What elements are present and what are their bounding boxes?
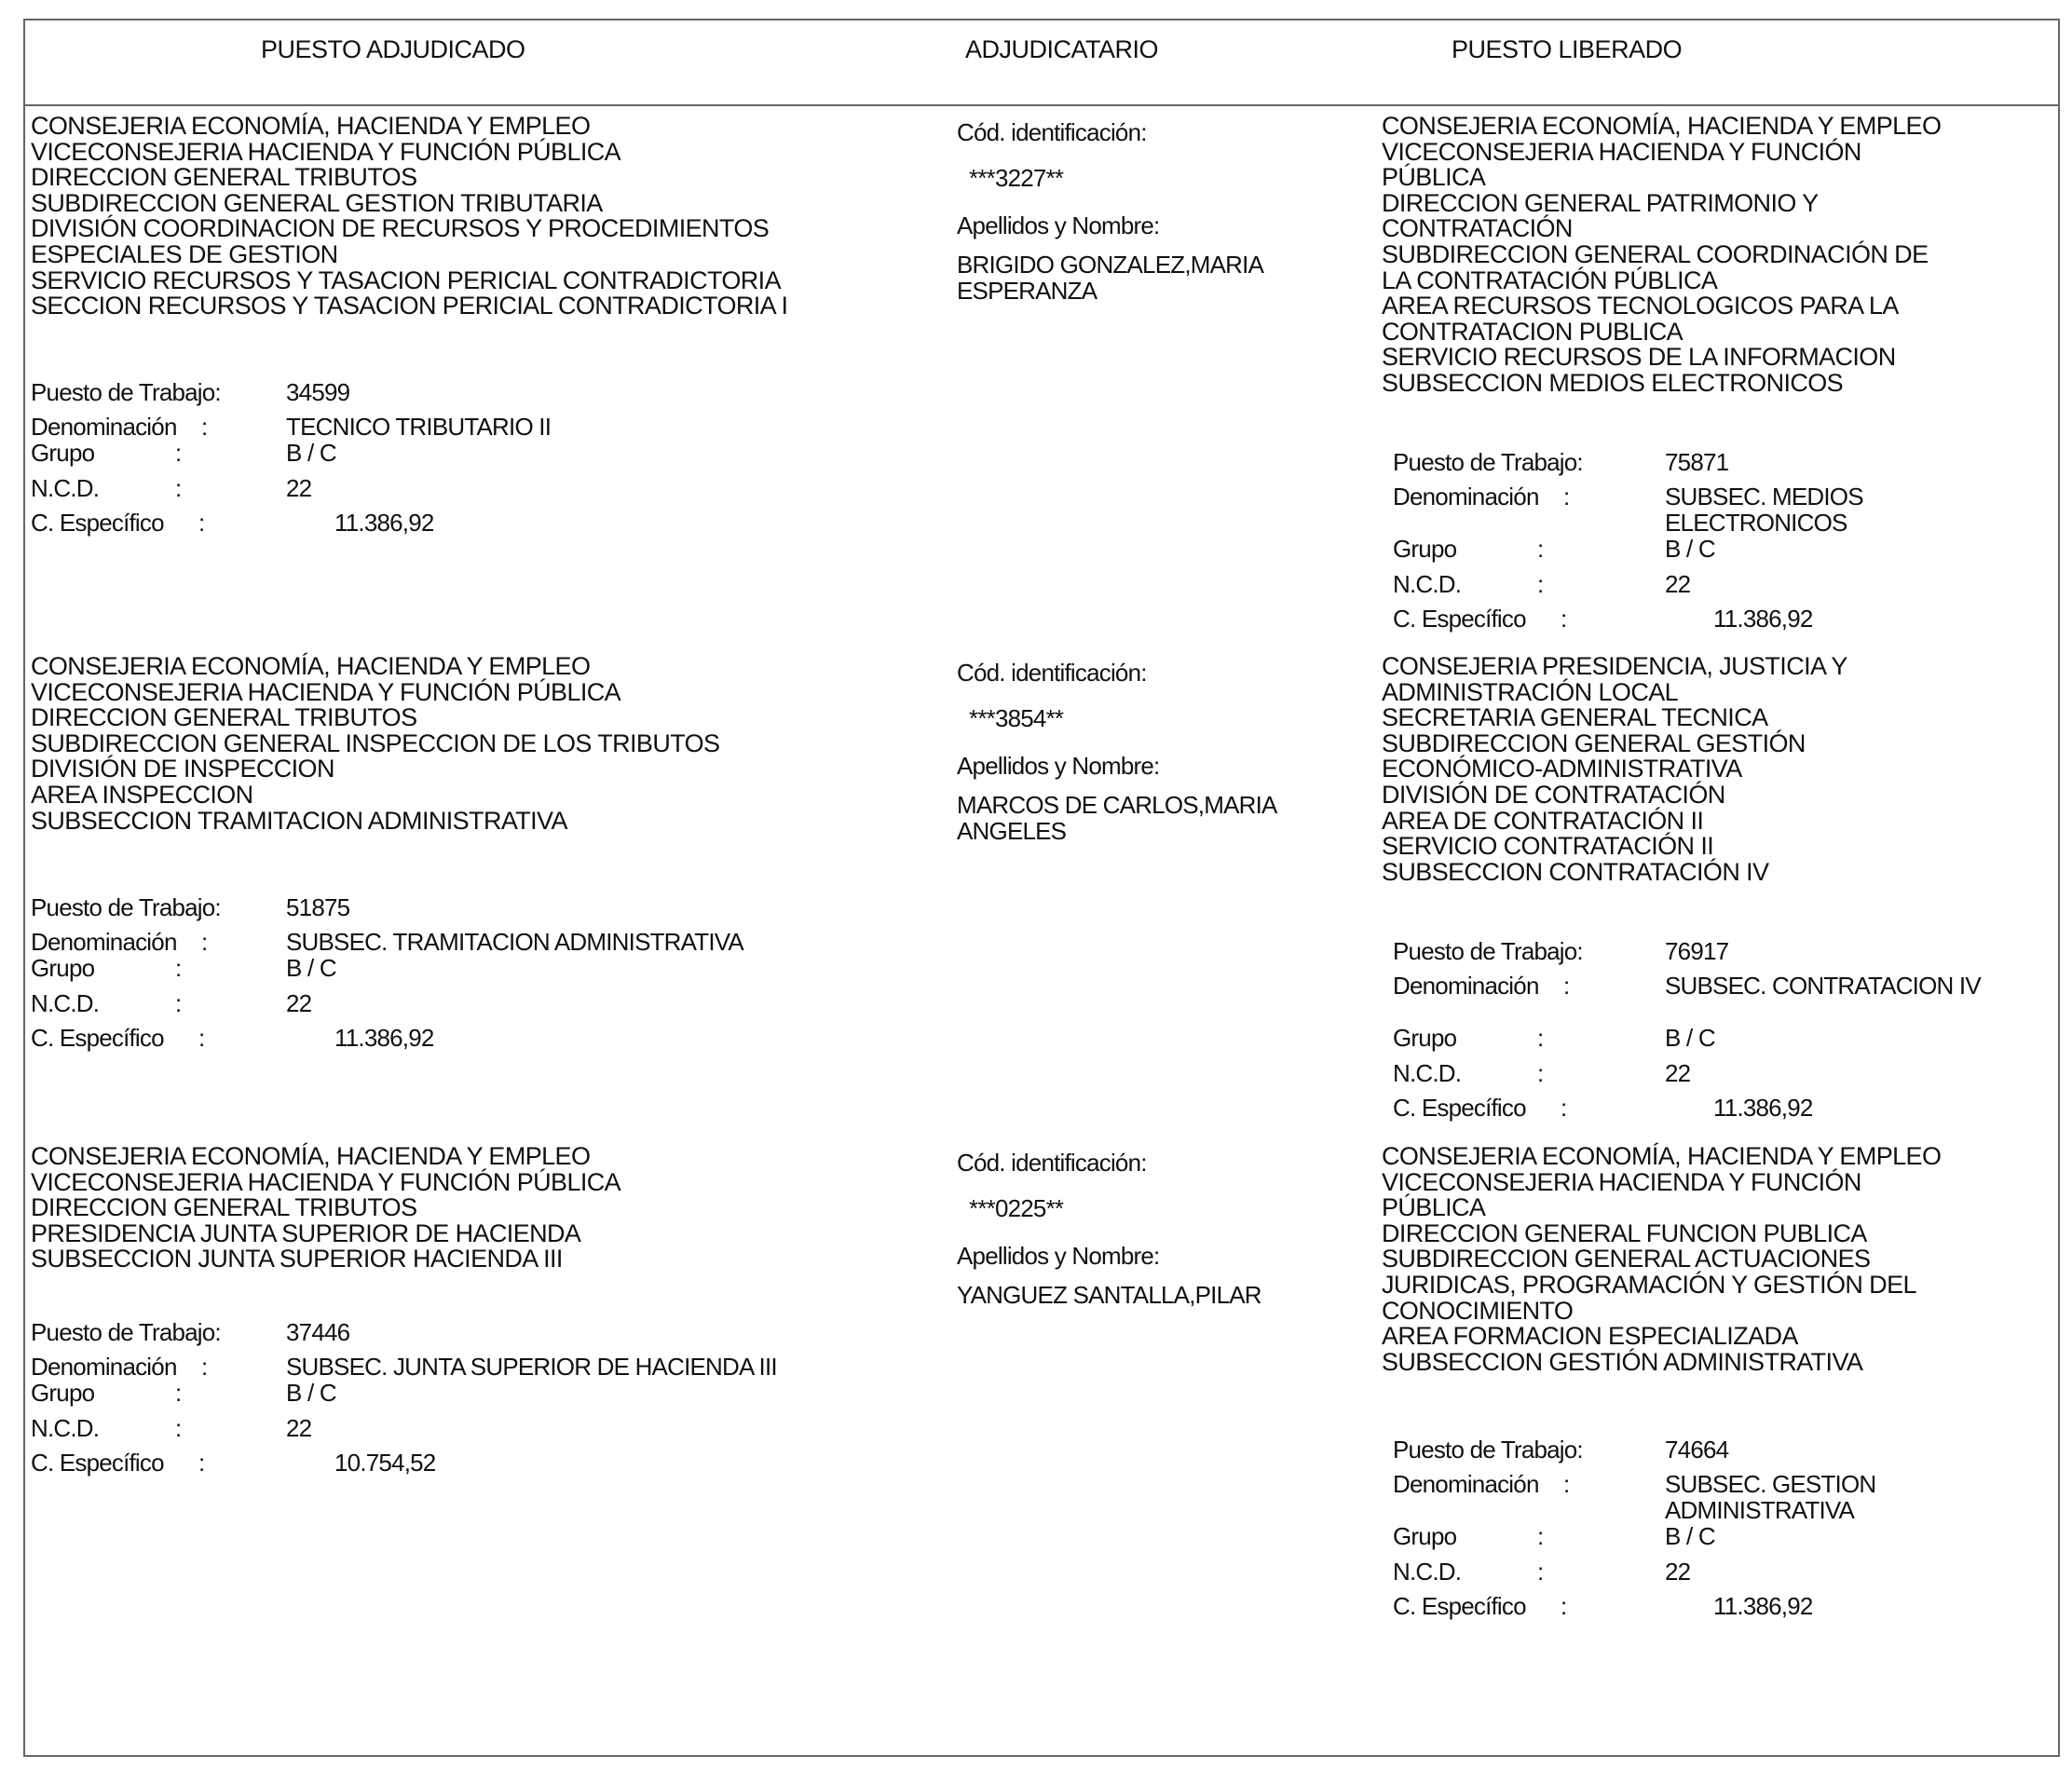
adjudicado-ncd: 22 bbox=[286, 474, 312, 502]
adjudicado-c-especifico: 10.754,52 bbox=[334, 1449, 436, 1477]
liberado-colon: : bbox=[1563, 483, 1570, 511]
adjudicado-label-puesto: Puesto de Trabajo: bbox=[31, 1318, 221, 1346]
liberado-label-puesto: Puesto de Trabajo: bbox=[1393, 937, 1583, 965]
liberado-colon: : bbox=[1561, 1592, 1567, 1620]
liberado-colon: : bbox=[1537, 1522, 1544, 1550]
adjudicado-label-grupo: Grupo bbox=[31, 954, 95, 982]
label-apellidos-nombre: Apellidos y Nombre: bbox=[957, 211, 1160, 239]
org-unit-line: CONSEJERIA ECONOMÍA, HACIENDA Y EMPLEO bbox=[31, 112, 591, 140]
liberado-label-grupo: Grupo bbox=[1393, 1522, 1457, 1550]
label-cod-identificacion: Cód. identificación: bbox=[957, 659, 1147, 687]
adjudicado-grupo: B / C bbox=[286, 954, 336, 982]
liberado-colon: : bbox=[1563, 972, 1570, 1000]
org-unit-line: DIVISIÓN COORDINACION DE RECURSOS Y PROCEDIMIENTOS bbox=[31, 214, 770, 243]
liberado-label-c-especifico: C. Específico bbox=[1393, 1094, 1526, 1122]
org-unit-line: CONOCIMIENTO bbox=[1382, 1296, 1574, 1325]
adjudicado-puesto: 37446 bbox=[286, 1318, 350, 1346]
adjudicado-denominacion: TECNICO TRIBUTARIO II bbox=[286, 413, 552, 441]
adjudicado-c-especifico: 11.386,92 bbox=[334, 1024, 434, 1052]
liberado-label-ncd: N.C.D. bbox=[1393, 1059, 1462, 1087]
liberado-label-ncd: N.C.D. bbox=[1393, 570, 1462, 598]
adjudicado-colon: : bbox=[201, 413, 208, 441]
liberado-grupo: B / C bbox=[1665, 1024, 1715, 1052]
org-unit-line: ADMINISTRACIÓN LOCAL bbox=[1382, 677, 1679, 706]
liberado-org-block bbox=[1382, 114, 2024, 397]
adjudicado-colon: : bbox=[175, 1379, 182, 1407]
liberado-label-denominacion: Denominación bbox=[1393, 972, 1539, 1000]
liberado-label-denominacion: Denominación bbox=[1393, 483, 1539, 511]
org-unit-line: SUBSECCION MEDIOS ELECTRONICOS bbox=[1382, 368, 1844, 397]
adjudicado-label-ncd: N.C.D. bbox=[31, 1414, 100, 1442]
org-unit-line: CONSEJERIA PRESIDENCIA, JUSTICIA Y bbox=[1382, 652, 1847, 680]
adjudicado-org-block bbox=[31, 654, 916, 834]
org-unit-line: VICECONSEJERIA HACIENDA Y FUNCIÓN bbox=[1382, 137, 1861, 166]
cod-identificacion: ***3854** bbox=[969, 704, 1064, 732]
org-unit-line: SERVICIO RECURSOS DE LA INFORMACION bbox=[1382, 343, 1896, 372]
liberado-puesto: 76917 bbox=[1665, 937, 1729, 965]
org-unit-line: SUBDIRECCION GENERAL INSPECCION DE LOS TRIBUTOS bbox=[31, 728, 720, 757]
org-unit-line: LA CONTRATACIÓN PÚBLICA bbox=[1382, 266, 1718, 294]
org-unit-line: PÚBLICA bbox=[1382, 1193, 1486, 1222]
adjudicado-colon: : bbox=[198, 509, 205, 537]
org-unit-line: DIRECCION GENERAL PATRIMONIO Y bbox=[1382, 188, 1819, 217]
adjudicado-colon: : bbox=[175, 954, 182, 982]
liberado-label-puesto: Puesto de Trabajo: bbox=[1393, 1436, 1583, 1464]
adjudicado-org-block bbox=[31, 114, 916, 320]
adjudicado-denominacion: SUBSEC. JUNTA SUPERIOR DE HACIENDA III bbox=[286, 1353, 777, 1381]
liberado-colon: : bbox=[1537, 1558, 1544, 1586]
org-unit-line: PRESIDENCIA JUNTA SUPERIOR DE HACIENDA bbox=[31, 1219, 581, 1247]
org-unit-line: ECONÓMICO-ADMINISTRATIVA bbox=[1382, 755, 1742, 783]
header-divider bbox=[23, 104, 2060, 106]
liberado-colon: : bbox=[1537, 1024, 1544, 1052]
liberado-puesto: 75871 bbox=[1665, 448, 1729, 476]
org-unit-line: CONTRATACIÓN bbox=[1382, 214, 1573, 243]
org-unit-line: SERVICIO RECURSOS Y TASACION PERICIAL CONTRADICTORIA bbox=[31, 266, 781, 294]
org-unit-line: SUBDIRECCION GENERAL ACTUACIONES bbox=[1382, 1245, 1871, 1273]
adjudicado-grupo: B / C bbox=[286, 439, 336, 467]
adjudicado-label-ncd: N.C.D. bbox=[31, 989, 100, 1017]
adjudicado-label-grupo: Grupo bbox=[31, 1379, 95, 1407]
adjudicado-org-block bbox=[31, 1144, 916, 1273]
adjudicado-label-denominacion: Denominación bbox=[31, 413, 177, 441]
org-unit-line: SUBSECCION TRAMITACION ADMINISTRATIVA bbox=[31, 806, 567, 835]
adjudicado-colon: : bbox=[201, 1353, 208, 1381]
liberado-colon: : bbox=[1537, 1059, 1544, 1087]
liberado-ncd: 22 bbox=[1665, 1558, 1691, 1586]
liberado-c-especifico: 11.386,92 bbox=[1713, 1094, 1813, 1122]
org-unit-line: DIRECCION GENERAL TRIBUTOS bbox=[31, 1193, 417, 1222]
adjudicado-label-puesto: Puesto de Trabajo: bbox=[31, 893, 221, 921]
liberado-colon: : bbox=[1537, 535, 1544, 563]
label-apellidos-nombre: Apellidos y Nombre: bbox=[957, 1242, 1160, 1270]
liberado-label-grupo: Grupo bbox=[1393, 535, 1457, 563]
apellidos-nombre: YANGUEZ SANTALLA,PILAR bbox=[957, 1281, 1261, 1309]
liberado-colon: : bbox=[1563, 1470, 1570, 1498]
adjudicado-colon: : bbox=[201, 928, 208, 956]
org-unit-line: VICECONSEJERIA HACIENDA Y FUNCIÓN PÚBLICA bbox=[31, 1167, 621, 1196]
org-unit-line: CONSEJERIA ECONOMÍA, HACIENDA Y EMPLEO bbox=[1382, 1142, 1942, 1170]
org-unit-line: SUBDIRECCION GENERAL GESTIÓN bbox=[1382, 728, 1806, 757]
liberado-c-especifico: 11.386,92 bbox=[1713, 605, 1813, 633]
org-unit-line: DIRECCION GENERAL TRIBUTOS bbox=[31, 703, 417, 732]
adjudicado-label-c-especifico: C. Específico bbox=[31, 509, 164, 537]
org-unit-line: AREA INSPECCION bbox=[31, 780, 253, 809]
header-puesto-adjudicado: PUESTO ADJUDICADO bbox=[261, 35, 525, 63]
org-unit-line: SUBDIRECCION GENERAL GESTION TRIBUTARIA bbox=[31, 188, 603, 217]
adjudicado-label-denominacion: Denominación bbox=[31, 928, 177, 956]
adjudicado-grupo: B / C bbox=[286, 1379, 336, 1407]
adjudicado-label-ncd: N.C.D. bbox=[31, 474, 100, 502]
label-apellidos-nombre: Apellidos y Nombre: bbox=[957, 752, 1160, 780]
org-unit-line: VICECONSEJERIA HACIENDA Y FUNCIÓN PÚBLICA bbox=[31, 677, 621, 706]
adjudicado-label-puesto: Puesto de Trabajo: bbox=[31, 378, 221, 406]
org-unit-line: PÚBLICA bbox=[1382, 163, 1486, 192]
adjudicado-ncd: 22 bbox=[286, 1414, 312, 1442]
apellidos-nombre: BRIGIDO GONZALEZ,MARIA ESPERANZA bbox=[957, 251, 1262, 305]
org-unit-line: VICECONSEJERIA HACIENDA Y FUNCIÓN bbox=[1382, 1167, 1861, 1196]
liberado-org-block bbox=[1382, 654, 2024, 885]
org-unit-line: JURIDICAS, PROGRAMACIÓN Y GESTIÓN DEL bbox=[1382, 1270, 1916, 1299]
liberado-label-grupo: Grupo bbox=[1393, 1024, 1457, 1052]
adjudicado-c-especifico: 11.386,92 bbox=[334, 509, 434, 537]
header-adjudicatario: ADJUDICATARIO bbox=[965, 35, 1159, 63]
org-unit-line: DIVISIÓN DE CONTRATACIÓN bbox=[1382, 780, 1725, 809]
org-unit-line: SUBSECCION JUNTA SUPERIOR HACIENDA III bbox=[31, 1245, 563, 1273]
liberado-label-c-especifico: C. Específico bbox=[1393, 605, 1526, 633]
adjudicado-label-denominacion: Denominación bbox=[31, 1353, 177, 1381]
adjudicado-colon: : bbox=[198, 1024, 205, 1052]
adjudicado-colon: : bbox=[175, 1414, 182, 1442]
adjudicado-colon: : bbox=[198, 1449, 205, 1477]
org-unit-line: SUBDIRECCION GENERAL COORDINACIÓN DE bbox=[1382, 239, 1929, 268]
liberado-colon: : bbox=[1561, 605, 1567, 633]
liberado-label-denominacion: Denominación bbox=[1393, 1470, 1539, 1498]
org-unit-line: SECRETARIA GENERAL TECNICA bbox=[1382, 703, 1768, 732]
liberado-grupo: B / C bbox=[1665, 1522, 1715, 1550]
liberado-grupo: B / C bbox=[1665, 535, 1715, 563]
liberado-puesto: 74664 bbox=[1665, 1436, 1729, 1464]
liberado-org-block bbox=[1382, 1144, 2024, 1375]
liberado-colon: : bbox=[1537, 570, 1544, 598]
org-unit-line: AREA DE CONTRATACIÓN II bbox=[1382, 806, 1704, 835]
liberado-c-especifico: 11.386,92 bbox=[1713, 1592, 1813, 1620]
liberado-label-ncd: N.C.D. bbox=[1393, 1558, 1462, 1586]
label-cod-identificacion: Cód. identificación: bbox=[957, 1149, 1147, 1177]
org-unit-line: DIRECCION GENERAL FUNCION PUBLICA bbox=[1382, 1219, 1867, 1247]
adjudicado-ncd: 22 bbox=[286, 989, 312, 1017]
adjudicado-colon: : bbox=[175, 989, 182, 1017]
org-unit-line: CONSEJERIA ECONOMÍA, HACIENDA Y EMPLEO bbox=[31, 652, 591, 680]
org-unit-line: SECCION RECURSOS Y TASACION PERICIAL CONTRADICTORIA I bbox=[31, 292, 788, 320]
apellidos-nombre: MARCOS DE CARLOS,MARIA ANGELES bbox=[957, 791, 1276, 845]
org-unit-line: DIRECCION GENERAL TRIBUTOS bbox=[31, 163, 417, 192]
org-unit-line: VICECONSEJERIA HACIENDA Y FUNCIÓN PÚBLICA bbox=[31, 137, 621, 166]
adjudicado-puesto: 34599 bbox=[286, 378, 350, 406]
liberado-label-c-especifico: C. Específico bbox=[1393, 1592, 1526, 1620]
org-unit-line: SERVICIO CONTRATACIÓN II bbox=[1382, 832, 1714, 861]
liberado-denominacion: SUBSEC. CONTRATACION IV bbox=[1665, 972, 1981, 1000]
adjudicado-puesto: 51875 bbox=[286, 893, 350, 921]
adjudicado-colon: : bbox=[175, 439, 182, 467]
org-unit-line: CONSEJERIA ECONOMÍA, HACIENDA Y EMPLEO bbox=[31, 1142, 591, 1170]
adjudicado-colon: : bbox=[175, 474, 182, 502]
org-unit-line: ESPECIALES DE GESTION bbox=[31, 239, 338, 268]
header-puesto-liberado: PUESTO LIBERADO bbox=[1452, 35, 1683, 63]
label-cod-identificacion: Cód. identificación: bbox=[957, 118, 1147, 146]
adjudicado-label-c-especifico: C. Específico bbox=[31, 1449, 164, 1477]
cod-identificacion: ***0225** bbox=[969, 1194, 1064, 1222]
org-unit-line: CONSEJERIA ECONOMÍA, HACIENDA Y EMPLEO bbox=[1382, 112, 1942, 140]
liberado-ncd: 22 bbox=[1665, 570, 1691, 598]
liberado-label-puesto: Puesto de Trabajo: bbox=[1393, 448, 1583, 476]
org-unit-line: SUBSECCION GESTIÓN ADMINISTRATIVA bbox=[1382, 1347, 1863, 1376]
adjudicado-label-grupo: Grupo bbox=[31, 439, 95, 467]
org-unit-line: AREA RECURSOS TECNOLOGICOS PARA LA bbox=[1382, 292, 1899, 320]
org-unit-line: DIVISIÓN DE INSPECCION bbox=[31, 755, 334, 783]
org-unit-line: CONTRATACION PUBLICA bbox=[1382, 317, 1684, 346]
adjudicado-denominacion: SUBSEC. TRAMITACION ADMINISTRATIVA bbox=[286, 928, 743, 956]
liberado-denominacion: SUBSEC. GESTION ADMINISTRATIVA bbox=[1665, 1470, 1876, 1524]
adjudicado-label-c-especifico: C. Específico bbox=[31, 1024, 164, 1052]
liberado-ncd: 22 bbox=[1665, 1059, 1691, 1087]
org-unit-line: AREA FORMACION ESPECIALIZADA bbox=[1382, 1322, 1798, 1351]
org-unit-line: SUBSECCION CONTRATACIÓN IV bbox=[1382, 857, 1769, 886]
liberado-denominacion: SUBSEC. MEDIOS ELECTRONICOS bbox=[1665, 483, 1863, 537]
liberado-colon: : bbox=[1561, 1094, 1567, 1122]
cod-identificacion: ***3227** bbox=[969, 164, 1064, 192]
